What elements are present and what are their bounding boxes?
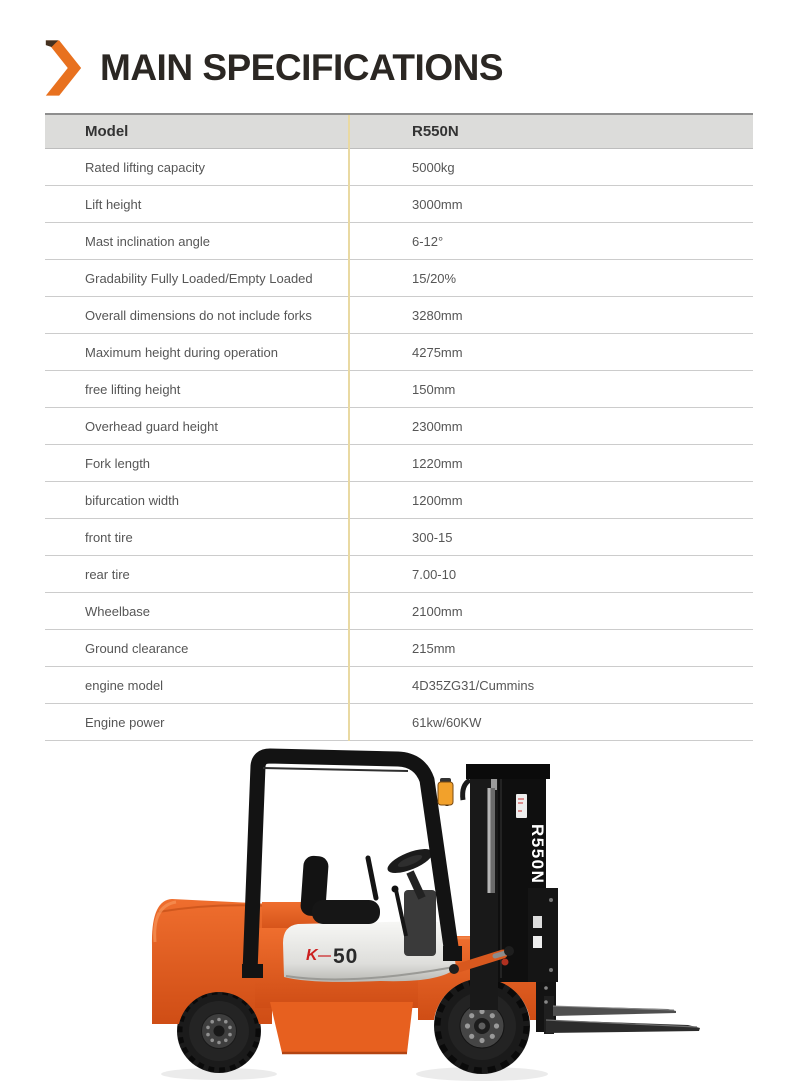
spec-row bbox=[45, 334, 753, 371]
spec-row bbox=[45, 593, 753, 630]
spec-value: 4D35ZG31/Cummins bbox=[412, 677, 535, 693]
spec-value: 4275mm bbox=[412, 344, 463, 360]
forks bbox=[546, 1006, 700, 1033]
spec-value: 1220mm bbox=[412, 455, 463, 471]
mast-model-label: R550N bbox=[528, 824, 547, 885]
spec-table bbox=[45, 113, 753, 741]
spec-row bbox=[45, 260, 753, 297]
spec-value: 215mm bbox=[412, 640, 456, 656]
spec-row bbox=[45, 408, 753, 445]
spec-value: 7.00-10 bbox=[412, 566, 457, 582]
spec-label: bifurcation width bbox=[85, 492, 179, 508]
spec-label: engine model bbox=[85, 677, 164, 693]
spec-label: Wheelbase bbox=[85, 603, 151, 619]
spec-row bbox=[45, 556, 753, 593]
spec-header-row bbox=[45, 115, 753, 149]
spec-label: Maximum height during operation bbox=[85, 344, 278, 360]
spec-value: 6-12° bbox=[412, 233, 444, 249]
header-model-label: Model bbox=[85, 123, 129, 140]
spec-row bbox=[45, 630, 753, 667]
spec-row bbox=[45, 223, 753, 260]
accent-bracket-icon bbox=[42, 38, 84, 98]
spec-label: rear tire bbox=[85, 566, 130, 582]
spec-row bbox=[45, 371, 753, 408]
header-model-value: R550N bbox=[412, 123, 459, 140]
spec-row bbox=[45, 149, 753, 186]
spec-row bbox=[45, 519, 753, 556]
spec-row bbox=[45, 445, 753, 482]
control-lever bbox=[368, 858, 376, 898]
spec-label: Gradability Fully Loaded/Empty Loaded bbox=[85, 270, 313, 286]
spec-value: 2100mm bbox=[412, 603, 463, 619]
spec-label: Rated lifting capacity bbox=[85, 159, 205, 175]
spec-value: 1200mm bbox=[412, 492, 463, 508]
spec-value: 61kw/60KW bbox=[412, 714, 482, 730]
spec-value: 5000kg bbox=[412, 159, 455, 175]
spec-value: 15/20% bbox=[412, 270, 457, 286]
hood-brand-initial: K bbox=[306, 947, 318, 964]
spec-row bbox=[45, 667, 753, 704]
spec-row bbox=[45, 186, 753, 223]
belly-skirt bbox=[270, 1002, 413, 1053]
spec-value: 300-15 bbox=[412, 529, 453, 545]
title-block bbox=[42, 38, 503, 98]
spec-label: Engine power bbox=[85, 714, 165, 730]
spec-row bbox=[45, 297, 753, 334]
spec-rows bbox=[45, 149, 753, 741]
mast bbox=[463, 764, 558, 1010]
spec-value: 2300mm bbox=[412, 418, 463, 434]
spec-label: front tire bbox=[85, 529, 133, 545]
spec-label: Overall dimensions do not include forks bbox=[85, 307, 312, 323]
page-title: MAIN SPECIFICATIONS bbox=[100, 47, 503, 88]
spec-label: Ground clearance bbox=[85, 640, 189, 656]
spec-value: 150mm bbox=[412, 381, 456, 397]
forklift-image bbox=[0, 740, 800, 1086]
spec-value: 3280mm bbox=[412, 307, 463, 323]
spec-row bbox=[45, 482, 753, 519]
hood-model-number: 50 bbox=[333, 945, 359, 968]
column-divider bbox=[348, 115, 350, 741]
spec-label: Lift height bbox=[85, 196, 142, 212]
spec-label: Mast inclination angle bbox=[85, 233, 211, 249]
spec-label: free lifting height bbox=[85, 381, 181, 397]
spec-row bbox=[45, 704, 753, 741]
spec-label: Fork length bbox=[85, 455, 151, 471]
spec-value: 3000mm bbox=[412, 196, 463, 212]
beacon-light-icon bbox=[438, 778, 453, 806]
forklift-illustration bbox=[0, 740, 800, 1086]
spec-label: Overhead guard height bbox=[85, 418, 218, 434]
